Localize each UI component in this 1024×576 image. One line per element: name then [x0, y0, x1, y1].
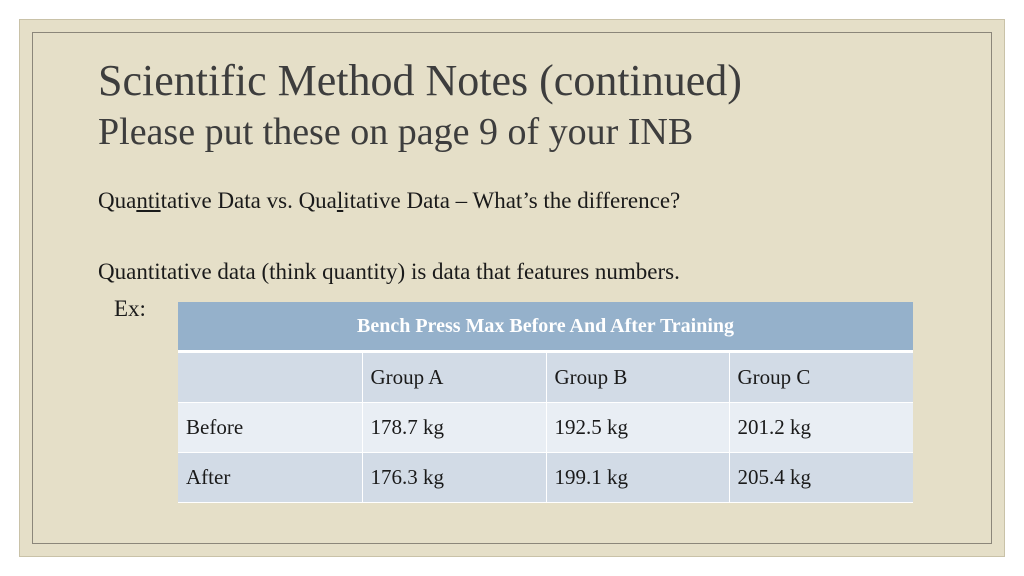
table-header-cell: Group A — [362, 352, 546, 403]
table-row — [178, 403, 913, 453]
table-caption: Bench Press Max Before And After Training — [178, 302, 913, 352]
table-caption-row — [178, 302, 913, 352]
table-header-row — [178, 352, 913, 403]
slide-subtitle: Please put these on page 9 of your INB — [98, 111, 694, 153]
table-cell: 176.3 kg — [362, 453, 546, 503]
comparison-question — [98, 186, 680, 216]
table-header-cell: Group B — [546, 352, 729, 403]
underlined-segment: nti — [136, 188, 161, 213]
table-cell: Before — [178, 403, 362, 453]
table-cell: 199.1 kg — [546, 453, 729, 503]
table-cell: After — [178, 453, 362, 503]
table-cell: 205.4 kg — [729, 453, 913, 503]
text-segment: Qua — [98, 188, 137, 213]
underlined-segment: l — [336, 188, 344, 213]
bench-press-table — [178, 302, 913, 503]
example-label: Ex: — [114, 296, 146, 321]
quantitative-definition: Quantitative data (think quantity) is data that features numbers. — [98, 259, 680, 284]
text-segment: itative Data – What’s the difference? — [343, 188, 681, 213]
table-cell: 192.5 kg — [546, 403, 729, 453]
table-row — [178, 453, 913, 503]
text-segment: tative Data vs. Qua — [160, 188, 337, 213]
table-cell: 178.7 kg — [362, 403, 546, 453]
table-header-cell — [178, 352, 362, 403]
table-header-cell: Group C — [729, 352, 913, 403]
slide-title: Scientific Method Notes (continued) — [98, 56, 742, 105]
table-cell: 201.2 kg — [729, 403, 913, 453]
